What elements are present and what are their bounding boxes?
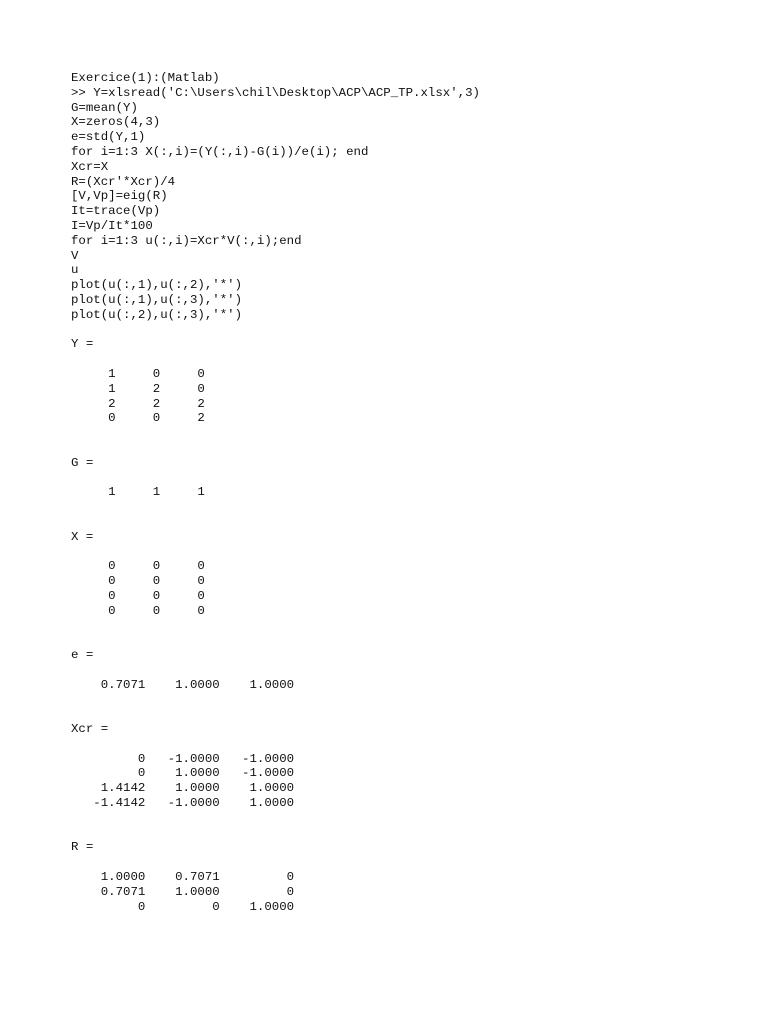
listing-line <box>71 441 711 456</box>
listing-line: G=mean(Y) <box>71 100 138 115</box>
listing-line <box>71 855 711 870</box>
listing-line: Xcr = <box>71 722 109 737</box>
listing-line: 0 -1.0000 -1.0000 <box>71 751 295 766</box>
listing-line: 0 0 1.0000 <box>71 899 295 914</box>
listing-line: X=zeros(4,3) <box>71 115 161 130</box>
listing-line: plot(u(:,1),u(:,2),'*') <box>71 278 243 293</box>
listing-line <box>71 692 711 707</box>
listing-line: 0.7071 1.0000 1.0000 <box>71 677 295 692</box>
listing-line: G = <box>71 455 94 470</box>
listing-line <box>71 826 711 841</box>
listing-line: e = <box>71 648 94 663</box>
listing-line: 0 1.0000 -1.0000 <box>71 766 295 781</box>
listing-line: 1.0000 0.7071 0 <box>71 870 295 885</box>
listing-line: R=(Xcr'*Xcr)/4 <box>71 174 176 189</box>
listing-line <box>71 737 711 752</box>
listing-line <box>71 707 711 722</box>
listing-line: plot(u(:,1),u(:,3),'*') <box>71 292 243 307</box>
listing-line <box>71 545 711 560</box>
listing-line <box>71 323 711 338</box>
listing-line: [V,Vp]=eig(R) <box>71 189 168 204</box>
matlab-listing <box>71 71 711 914</box>
listing-line <box>71 426 711 441</box>
listing-line: 1 1 1 <box>71 485 205 500</box>
listing-line: 0 0 0 <box>71 603 205 618</box>
listing-line: 1.4142 1.0000 1.0000 <box>71 781 295 796</box>
listing-line <box>71 515 711 530</box>
listing-line <box>71 471 711 486</box>
listing-line: 0.7071 1.0000 0 <box>71 884 295 899</box>
listing-line <box>71 633 711 648</box>
listing-line: 1 0 0 <box>71 366 205 381</box>
listing-line: Y = <box>71 337 94 352</box>
listing-line: 2 2 2 <box>71 396 205 411</box>
listing-line: >> Y=xlsread('C:\Users\chil\Desktop\ACP\ACP_TP.xlsx',3) <box>71 85 480 100</box>
listing-line: Exercice(1):(Matlab) <box>71 71 220 85</box>
listing-line <box>71 352 711 367</box>
listing-line <box>71 618 711 633</box>
listing-line: X = <box>71 529 94 544</box>
listing-line: e=std(Y,1) <box>71 130 146 145</box>
listing-line: It=trace(Vp) <box>71 204 161 219</box>
listing-line: u <box>71 263 79 278</box>
listing-line: V <box>71 248 79 263</box>
listing-line: R = <box>71 840 94 855</box>
listing-line: I=Vp/It*100 <box>71 218 153 233</box>
listing-line: plot(u(:,2),u(:,3),'*') <box>71 307 243 322</box>
listing-line: for i=1:3 X(:,i)=(Y(:,i)-G(i))/e(i); end <box>71 144 369 159</box>
listing-line <box>71 663 711 678</box>
listing-line: 1 2 0 <box>71 381 205 396</box>
listing-line: 0 0 2 <box>71 411 205 426</box>
listing-line <box>71 811 711 826</box>
listing-line: 0 0 0 <box>71 574 205 589</box>
listing-line: 0 0 0 <box>71 559 205 574</box>
listing-line: Xcr=X <box>71 159 109 174</box>
listing-line <box>71 500 711 515</box>
listing-line: for i=1:3 u(:,i)=Xcr*V(:,i);end <box>71 233 302 248</box>
listing-line: 0 0 0 <box>71 588 205 603</box>
listing-line: -1.4142 -1.0000 1.0000 <box>71 796 295 811</box>
